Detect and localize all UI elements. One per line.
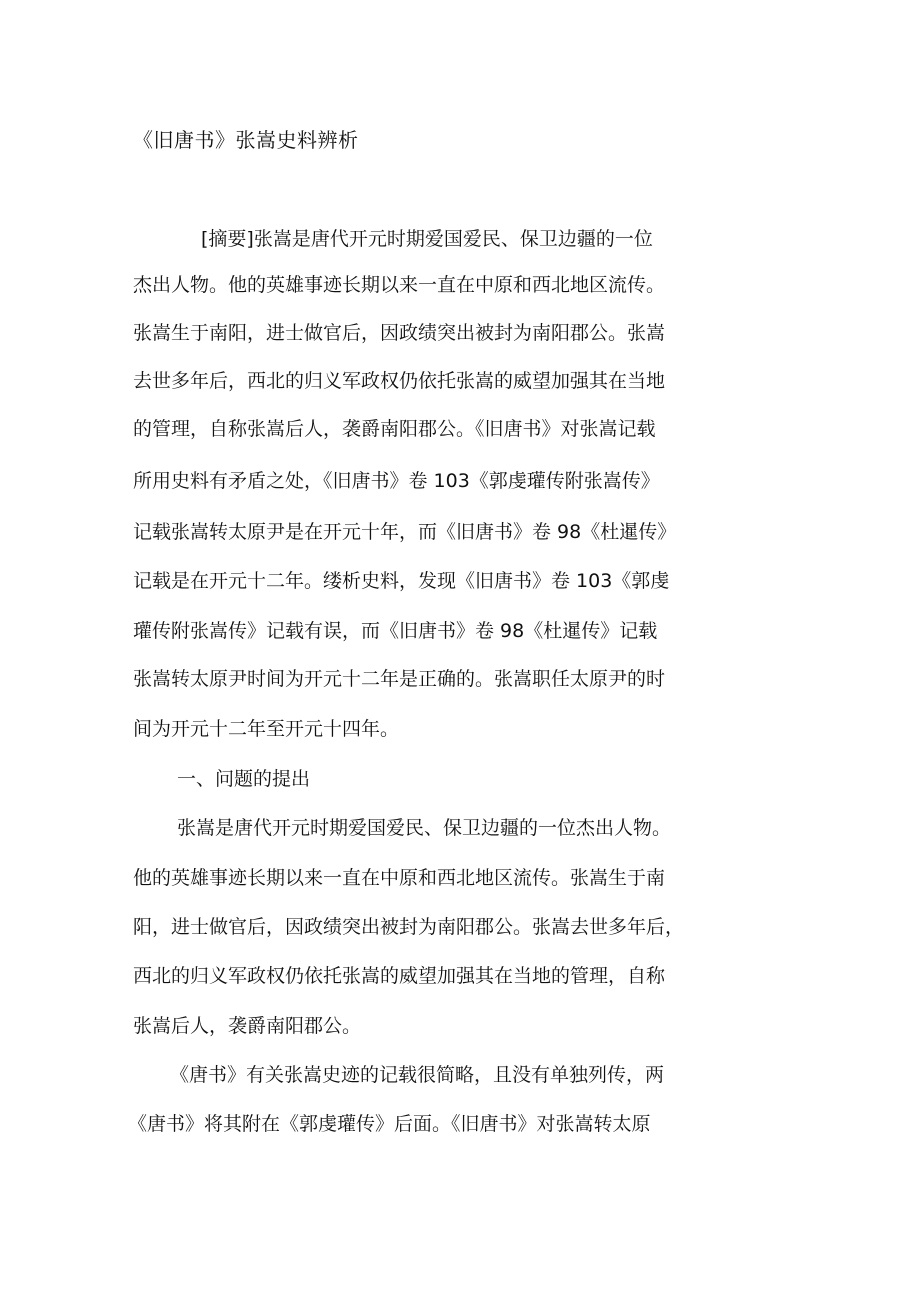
abstract-line: 间为开元十二年至开元十四年。 (133, 718, 400, 740)
abstract-line: 张嵩转太原尹时间为开元十二年是正确的。张嵩职任太原尹的时 (133, 668, 666, 690)
abstract-line: 所用史料有矛盾之处，《旧唐书》卷 103《郭虔瓘传附张嵩传》 (133, 470, 660, 492)
abstract-line: 杰出人物。他的英雄事迹长期以来一直在中原和西北地区流传。 (133, 274, 666, 296)
paragraph-line: 西北的归义军政权仍依托张嵩的威望加强其在当地的管理，自称 (133, 965, 666, 987)
paragraph-line: 阳，进士做官后，因政绩突出被封为南阳郡公。张嵩去世多年后， (133, 916, 685, 938)
paragraph-line: 张嵩后人，袭爵南阳郡公。 (133, 1015, 362, 1037)
abstract-line: [摘要]张嵩是唐代开元时期爱国爱民、保卫边疆的一位 (201, 228, 653, 250)
paragraph-line: 张嵩是唐代开元时期爱国爱民、保卫边疆的一位杰出人物。 (177, 817, 672, 839)
abstract-line: 张嵩生于南阳，进士做官后，因政绩突出被封为南阳郡公。张嵩 (133, 322, 666, 344)
abstract-line: 记载是在开元十二年。缕析史料，发现《旧唐书》卷 103《郭虔 (133, 570, 670, 592)
section-heading: 一、问题的提出 (177, 768, 311, 790)
abstract-line: 瓘传附张嵩传》记载有误，而《旧唐书》卷 98《杜暹传》记载 (133, 620, 658, 642)
paragraph-line: 他的英雄事迹长期以来一直在中原和西北地区流传。张嵩生于南 (133, 867, 666, 889)
paragraph-line: 《唐书》有关张嵩史迹的记载很简略，且没有单独列传，两 (170, 1064, 665, 1086)
paragraph-line: 《唐书》将其附在《郭虔瓘传》后面。《旧唐书》对张嵩转太原 (128, 1113, 651, 1135)
document-title: 《旧唐书》张嵩史料辨析 (133, 128, 359, 152)
abstract-line: 记载张嵩转太原尹是在开元十年，而《旧唐书》卷 98《杜暹传》 (133, 521, 677, 543)
abstract-line: 去世多年后，西北的归义军政权仍依托张嵩的威望加强其在当地 (133, 370, 666, 392)
abstract-line: 的管理，自称张嵩后人，袭爵南阳郡公。《旧唐书》对张嵩记载 (133, 418, 656, 440)
